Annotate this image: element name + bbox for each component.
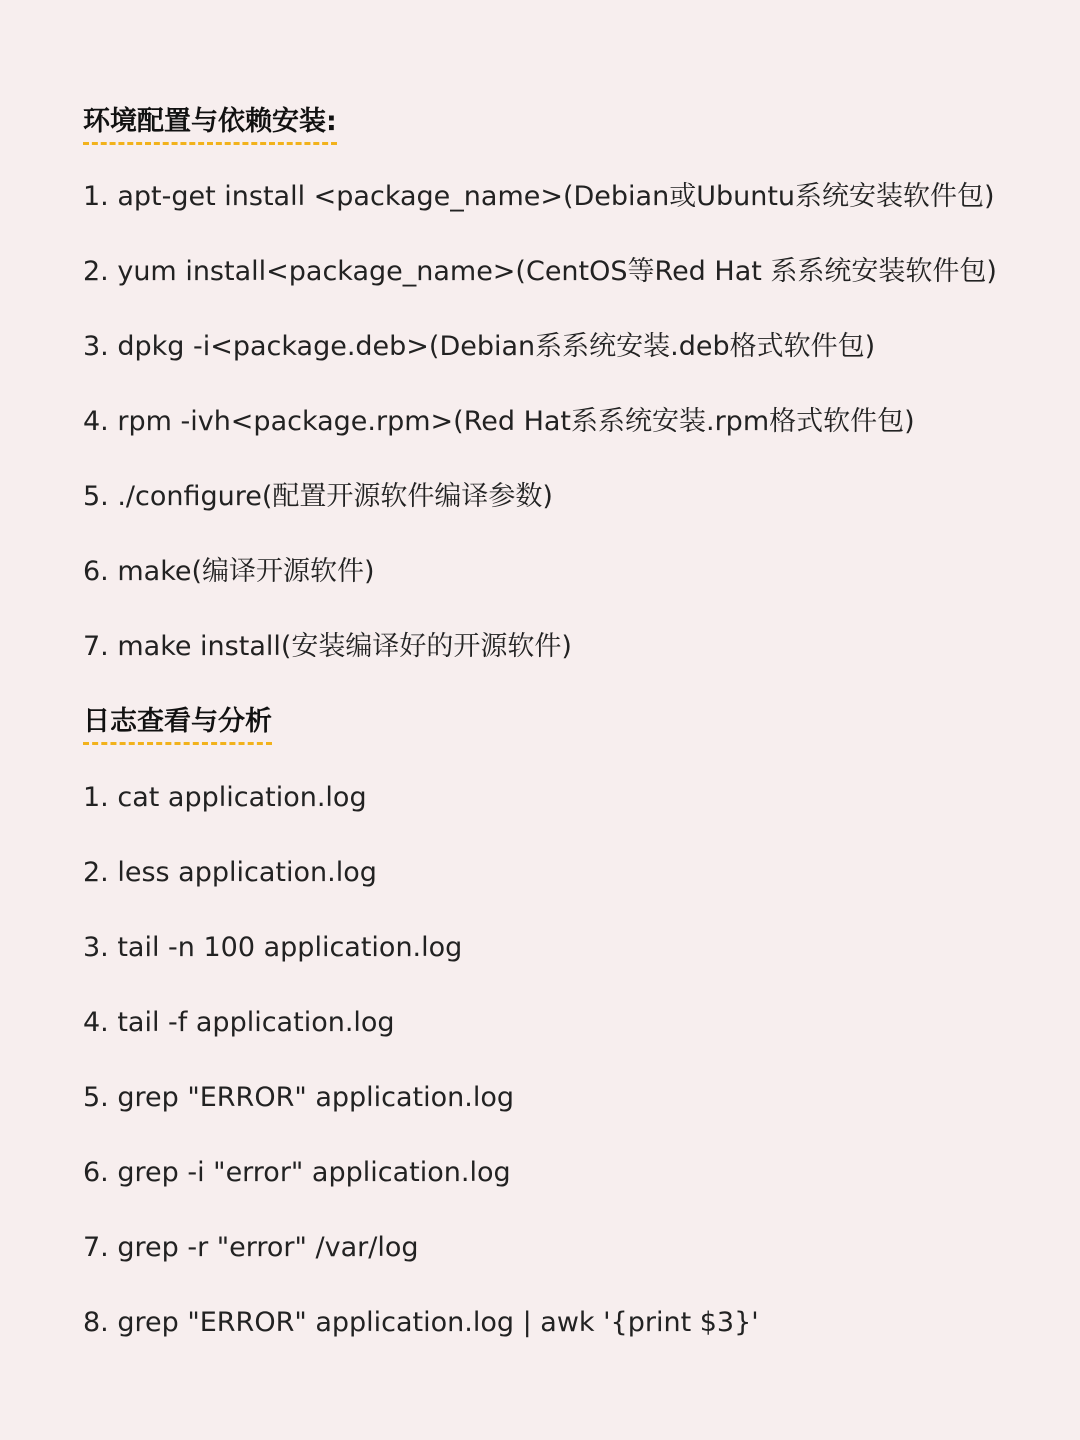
command-line-item: 2. yum install<package_name>(CentOS等Red Hat 系系统安装软件包): [83, 256, 997, 287]
section-heading-environment-setup: 环境配置与依赖安装:: [83, 102, 337, 142]
command-line-item: 4. tail -f application.log: [83, 1007, 395, 1038]
command-line-item: 1. apt-get install <package_name>(Debian或Ubuntu系统安装软件包): [83, 181, 995, 212]
command-line-item: 6. make(编译开源软件): [83, 556, 375, 587]
command-line-item: 3. tail -n 100 application.log: [83, 932, 463, 963]
command-line-item: 5. grep "ERROR" application.log: [83, 1082, 515, 1113]
command-line-item: 6. grep -i "error" application.log: [83, 1157, 511, 1188]
command-line-item: 1. cat application.log: [83, 782, 367, 813]
command-line-item: 4. rpm -ivh<package.rpm>(Red Hat系系统安装.rpm格式软件包): [83, 406, 915, 437]
command-line-item: 5. ./configure(配置开源软件编译参数): [83, 481, 553, 512]
command-line-item: 3. dpkg -i<package.deb>(Debian系系统安装.deb格式软件包): [83, 331, 876, 362]
command-line-item: 7. make install(安装编译好的开源软件): [83, 631, 572, 662]
command-line-item: 2. less application.log: [83, 857, 377, 888]
section-heading-log-analysis: 日志查看与分析: [83, 702, 272, 742]
command-line-item: 8. grep "ERROR" application.log | awk '{print $3}': [83, 1307, 759, 1338]
command-line-item: 7. grep -r "error" /var/log: [83, 1232, 419, 1263]
